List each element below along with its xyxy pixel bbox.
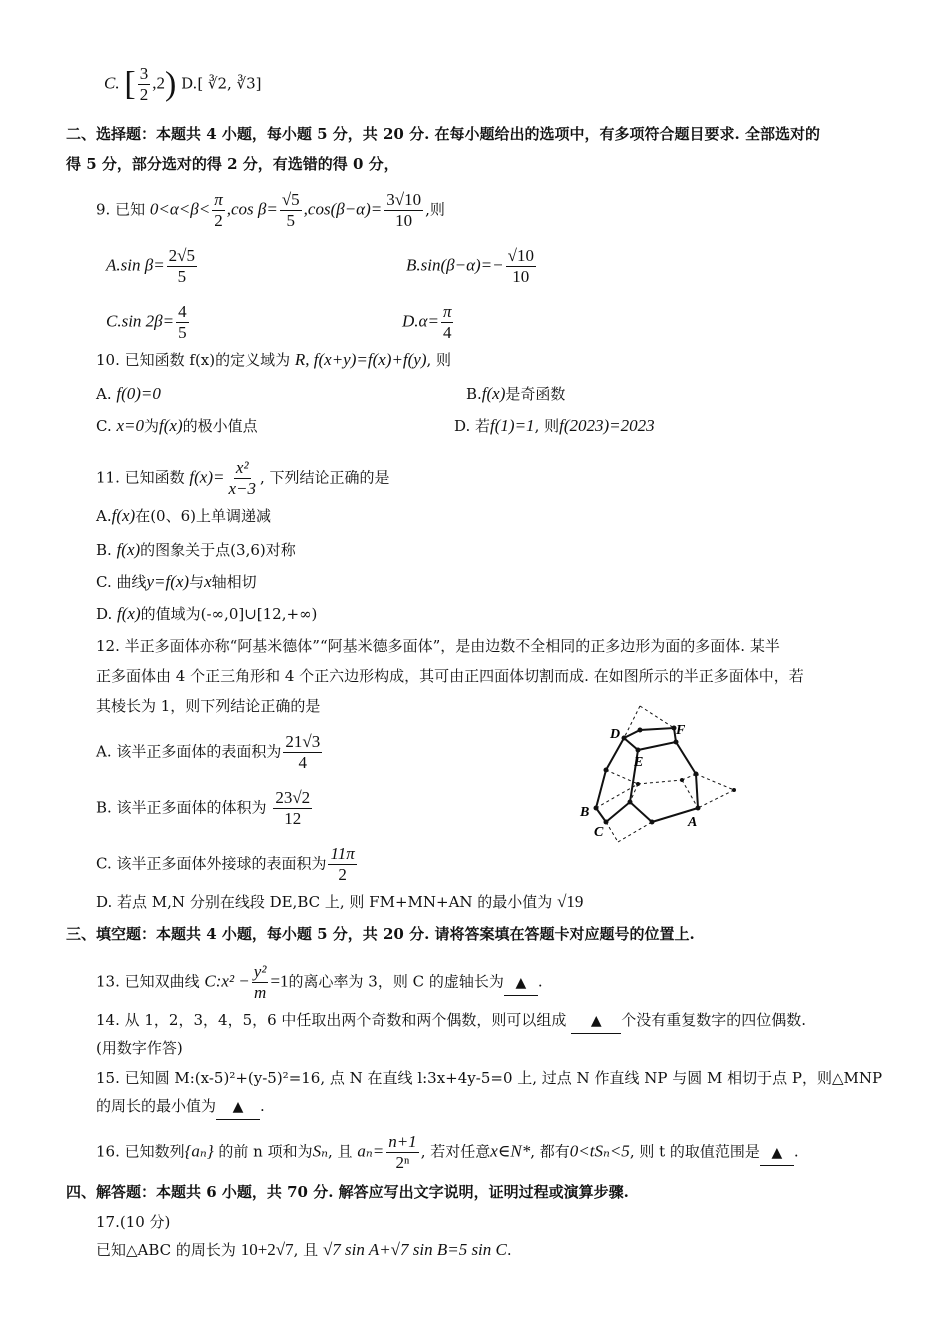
q12-option-d: D. 若点 M,N 分别在线段 DE,BC 上, 则 FM+MN+AN 的最小值为 √19 xyxy=(96,892,584,911)
q12-line2: 正多面体由 4 个正三角形和 4 个正六边形构成，其可由正四面体切割而成. 在如图所示的半正多面体中，若 xyxy=(96,667,804,685)
q13-answer-blank: ▲ xyxy=(504,971,538,996)
section4-heading: 四、解答题：本题共 6 小题，共 70 分. 解答应写出文字说明，证明过程或演算步骤. xyxy=(66,1183,629,1201)
q8-bracket-right: ) xyxy=(164,65,177,103)
label-A: A xyxy=(688,815,698,830)
section2-line2: 得 5 分，部分选对的得 2 分，有选错的得 0 分， xyxy=(66,155,399,173)
q8-options: C. [ $\frac{3}{2}$ ,2) D.[ ∛2, ∛3] xyxy=(104,64,262,104)
q12-option-b: B. 该半正多面体的体积为 $\frac{23√2}{12}$ xyxy=(96,788,311,828)
q9-option-a: A.sin β= $\frac{2√5}{5}$ xyxy=(106,246,196,286)
label-D: D xyxy=(610,727,621,742)
q8-option-c-frac: $\frac{3}{2}$ xyxy=(139,64,149,104)
q11-option-d: D. f(x)的值域为(-∞,0]∪[12,+∞) xyxy=(96,604,318,623)
q12-option-c: C. 该半正多面体外接球的表面积为 $\frac{11\pi}{2}$ xyxy=(96,844,355,884)
q12-option-a: A. 该半正多面体的表面积为 $\frac{21√3}{4}$ xyxy=(96,732,321,772)
q10-option-c: C. x=0为f(x)的极小值点 xyxy=(96,416,258,435)
q13: 13. 已知双曲线 C:x² − $\frac{\text{y²}}{m}$ =1的离心率为 3，则 C 的虚轴长为 ▲ . xyxy=(96,962,543,1002)
label-B: B xyxy=(580,805,590,820)
q14-line1: 14. 从 1，2，3，4，5，6 中任取出两个奇数和两个偶数，则可以组成 ▲ 个没有重复数字的四位偶数. xyxy=(96,1008,806,1034)
polyhedron-solid-edges xyxy=(596,728,698,822)
q15-line1: 15. 已知圆 M:(x-5)²+(y-5)²=16, 点 N 在直线 l:3x+4y-5=0 上, 过点 N 作直线 NP 与圆 M 相切于点 P，则△MNP xyxy=(96,1069,883,1087)
q9-stem: 9. 已知 0<α<β< $\frac{\pi}{2}$ ,cos β= $\frac{√5}{5}$ ,cos(β−α)= $\frac{3√10}{10}$ ,则 xyxy=(96,190,445,230)
label-E: E xyxy=(634,755,644,770)
section3-heading: 三、填空题：本题共 4 小题，每小题 5 分，共 20 分. 请将答案填在答题卡对应题号的位置上. xyxy=(66,925,695,943)
q11-option-a: A.f(x)在(0、6)上单调递减 xyxy=(96,506,271,525)
label-C: C xyxy=(594,825,604,840)
q9-option-d: D.α= $\frac{\pi}{4}$ xyxy=(402,302,452,342)
q15-line2: 的周长的最小值为 ▲ . xyxy=(96,1094,265,1120)
q14-answer-blank: ▲ xyxy=(571,1009,621,1034)
q8-bracket-left: [ xyxy=(124,65,136,103)
q17-header: 17.(10 分) xyxy=(96,1213,171,1231)
q8-option-c-label: C. xyxy=(104,73,120,93)
q14-line2: (用数字作答) xyxy=(96,1039,183,1057)
q10-option-d: D. 若f(1)=1, 则f(2023)=2023 xyxy=(454,416,655,435)
q15-answer-blank: ▲ xyxy=(216,1095,260,1120)
q9-option-b: B.sin(β−α)=− $\frac{√10}{10}$ xyxy=(406,246,534,286)
q16: 16. 已知数列{aₙ} 的前 n 项和为Sₙ, 且 aₙ= $\frac{n+1}{\text{2ⁿ}}$ , 若对任意x∈N*, 都有0<tSₙ<5, 则 t 的取值范围是 ▲ . xyxy=(96,1132,799,1172)
label-F: F xyxy=(676,723,686,738)
q12-line3: 其棱长为 1，则下列结论正确的是 xyxy=(96,697,321,715)
q11-option-c: C. 曲线y=f(x)与x轴相切 xyxy=(96,572,257,591)
q9-option-c: C.sin 2β= $\frac{4}{5}$ xyxy=(106,302,187,342)
q10-stem: 10. 已知函数 f(x)的定义域为 R, f(x+y)=f(x)+f(y), 则 xyxy=(96,350,452,369)
section2-line1: 二、选择题：本题共 4 小题，每小题 5 分，共 20 分. 在每小题给出的选项中，有多项符合题目要求. 全部选对的 xyxy=(66,125,820,143)
q10-option-b: B.f(x)是奇函数 xyxy=(466,384,566,403)
q10-option-a: A. f(0)=0 xyxy=(96,384,161,403)
q11-option-b: B. f(x)的图象关于点(3,6)对称 xyxy=(96,540,296,559)
q17-stem: 已知△ABC 的周长为 10+2√7, 且 √7 sin A+√7 sin B=5 sin C. xyxy=(96,1240,512,1259)
q11-stem: 11. 已知函数 f(x)= $\frac{\text{x²}}{x-3}$ , 下列结论正确的是 xyxy=(96,458,390,498)
q16-answer-blank: ▲ xyxy=(760,1141,794,1166)
q12-line1: 12. 半正多面体亦称“阿基米德体”“阿基米德多面体”，是由边数不全相同的正多边形为面的多面体. 某半 xyxy=(96,637,780,655)
q8-option-d: D.[ ∛2, ∛3] xyxy=(181,74,262,93)
polyhedron-diagram xyxy=(572,698,740,846)
